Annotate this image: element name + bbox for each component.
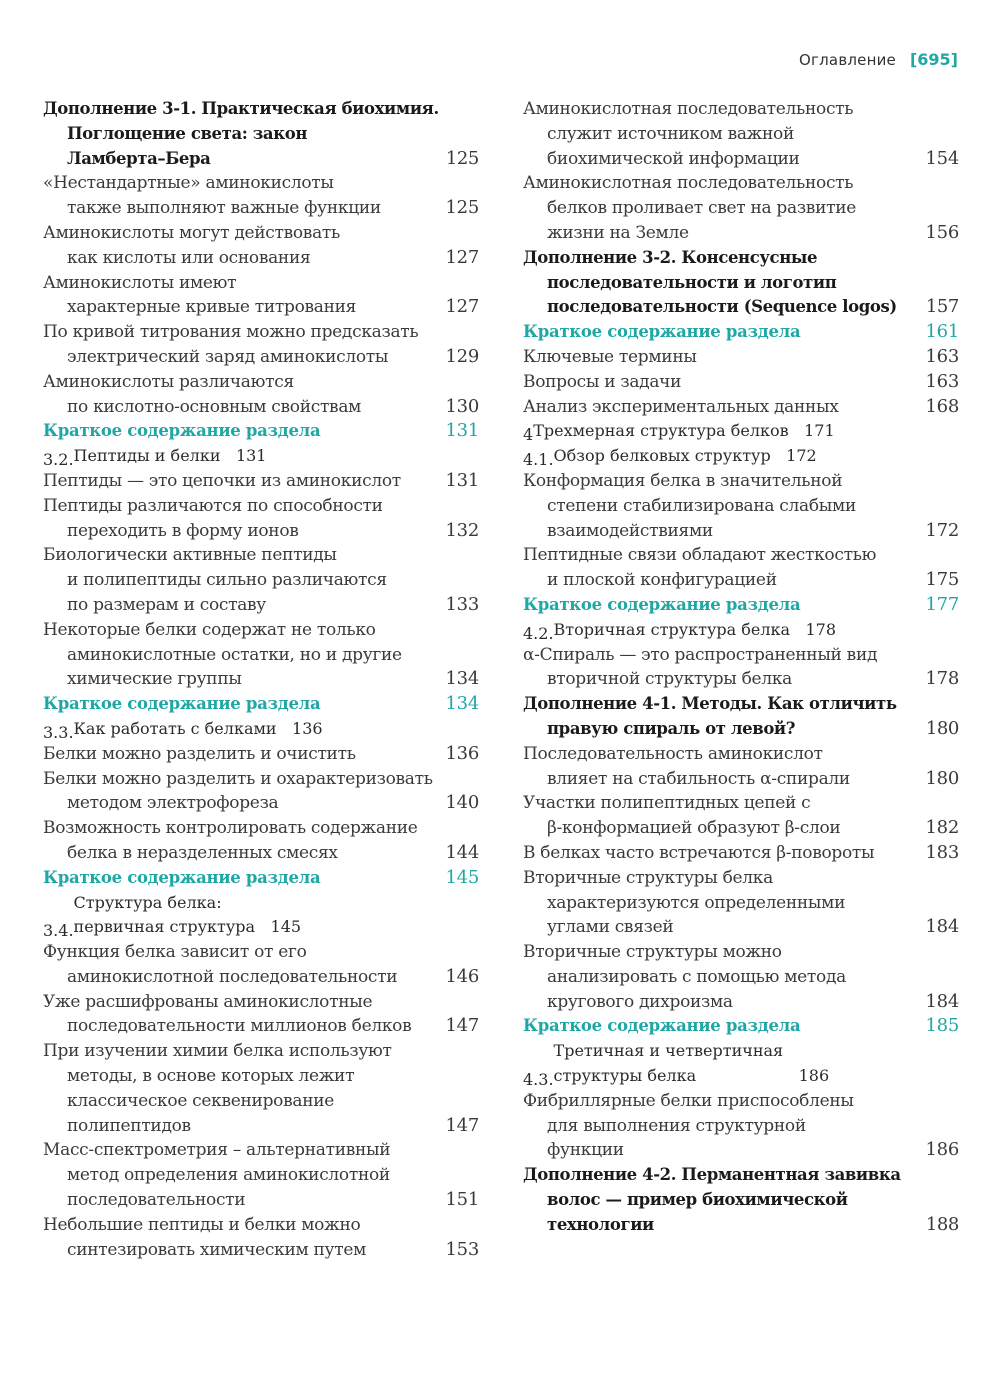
entry-line: По кривой титрования можно предсказать [43, 322, 419, 343]
section-title [554, 618, 791, 643]
page-ref: 184 [925, 990, 959, 1012]
entry-title [43, 742, 433, 767]
section-number: 4.2. [523, 623, 554, 643]
toc-entry [523, 643, 959, 693]
entry-line: биохимической информации [547, 148, 800, 169]
toc-entry [43, 370, 479, 420]
entry-title [43, 990, 433, 1040]
entry-line: Уже расшифрованы аминокислотные [43, 991, 373, 1012]
entry-line: Фибриллярные белки приспособлены [523, 1090, 854, 1111]
box-entry [523, 246, 959, 320]
entry-title [523, 1163, 913, 1237]
entry-line: также выполняют важные функции [67, 198, 381, 219]
entry-line: Пептидные связи обладают жесткостью [523, 545, 877, 566]
entry-title [43, 494, 433, 544]
entry-line: В белках часто встречаются β-повороты [523, 842, 875, 863]
entry-title [43, 1039, 433, 1138]
entry-title [43, 866, 433, 891]
page-ref: 180 [925, 717, 959, 739]
entry-line: белков проливает свет на развитие [547, 198, 856, 219]
entry-line: Анализ экспериментальных данных [523, 396, 839, 417]
entry-line: Вторичные структуры белка [523, 867, 773, 888]
entry-title [523, 320, 913, 345]
entry-line: Аминокислотная последовательность [523, 173, 854, 194]
entry-title [43, 171, 433, 221]
entry-title [523, 866, 913, 940]
toc-entry [43, 320, 479, 370]
entry-line: электрический заряд аминокислоты [67, 346, 389, 367]
entry-line: Аминокислоты различаются [43, 371, 294, 392]
page-ref: 131 [445, 469, 479, 491]
entry-line: последовательности (Sequence logos) [547, 297, 897, 317]
toc-entry [43, 990, 479, 1040]
entry-line: Краткое содержание раздела [43, 421, 321, 441]
box-entry [523, 692, 959, 742]
entry-line: аминокислотные остатки, но и другие [67, 644, 402, 665]
entry-title [523, 593, 913, 618]
entry-line: Краткое содержание раздела [523, 322, 801, 342]
entry-title [523, 370, 913, 395]
page-ref: 153 [445, 1238, 479, 1260]
toc-entry [523, 742, 959, 792]
toc-entry [43, 221, 479, 271]
toc-entry [523, 791, 959, 841]
box-entry [43, 97, 479, 171]
toc-entry [523, 841, 959, 866]
entry-line: Аминокислотная последовательность [523, 99, 854, 119]
page-ref: 127 [445, 246, 479, 268]
page-ref: 145 [270, 917, 302, 937]
entry-line: методом электрофореза [67, 793, 279, 814]
toc-entry [43, 816, 479, 866]
page-ref: 131 [445, 420, 479, 442]
page-ref: 185 [925, 1015, 959, 1037]
toc-entry [523, 171, 959, 245]
chapter-number: 4 [523, 425, 534, 445]
header-title: Оглавление [799, 50, 896, 69]
entry-line: Краткое содержание раздела [43, 867, 321, 887]
entry-line: Аминокислоты могут действовать [43, 222, 340, 243]
toc-entry [43, 767, 479, 817]
entry-line: классическое секвенирование [67, 1090, 335, 1111]
entry-line: служит источником важной [547, 123, 795, 144]
summary-entry [43, 866, 479, 891]
entry-line: правую спираль от левой? [547, 718, 796, 738]
page-ref: 136 [292, 718, 323, 738]
entry-line: кругового дихроизма [547, 991, 733, 1012]
entry-line: Дополнение 4-1. Методы. Как отличить [523, 694, 897, 714]
entry-title [43, 271, 433, 321]
entry-title [43, 320, 433, 370]
section-title [554, 444, 771, 469]
entry-line: Ламберта–Бера [67, 148, 211, 168]
page-ref: 180 [925, 767, 959, 789]
entry-title [523, 469, 913, 543]
entry-title [523, 246, 913, 320]
title-line: первичная структура [73, 917, 256, 937]
entry-title [523, 543, 913, 593]
entry-line: Поглощение света: закон [67, 123, 308, 143]
summary-entry [523, 593, 959, 618]
toc-entry [43, 1138, 479, 1212]
title-line: Вторичная структура белка [553, 619, 791, 639]
page-ref: 146 [445, 965, 479, 987]
section-heading [523, 1039, 959, 1089]
section-number: 3.4. [43, 921, 74, 941]
entry-line: по размерам и составу [67, 594, 267, 615]
entry-title [523, 643, 913, 693]
section-number: 4.1. [523, 449, 554, 469]
entry-line: и полипептиды сильно различаются [67, 570, 387, 591]
page-ref: 178 [925, 668, 959, 690]
page-ref: 182 [925, 817, 959, 839]
toc-entry [523, 97, 959, 171]
title-line: Структура белка: [73, 892, 222, 912]
section-title [74, 444, 221, 469]
entry-line: Вторичные структуры можно [523, 942, 782, 963]
entry-line: Белки можно разделить и охарактеризовать [43, 768, 433, 789]
title-line: Трехмерная структура белков [533, 421, 789, 441]
page-ref: 168 [925, 395, 959, 417]
title-line: Пептиды и белки [73, 446, 221, 466]
entry-title [43, 370, 433, 420]
entry-title [43, 692, 433, 717]
entry-line: химические группы [67, 669, 242, 690]
toc-entry [43, 469, 479, 494]
page-ref: 184 [925, 916, 959, 938]
entry-line: Некоторые белки содержат не только [43, 619, 376, 640]
page-ref: 131 [235, 446, 267, 466]
entry-line: Аминокислоты имеют [43, 272, 237, 293]
entry-line: При изучении химии белка используют [43, 1041, 392, 1062]
page-ref: 134 [445, 668, 479, 690]
page-ref: 171 [804, 421, 835, 441]
entry-line: Ключевые термины [523, 346, 697, 367]
toc-entry [523, 1089, 959, 1163]
entry-title [43, 767, 433, 817]
toc-entry [43, 271, 479, 321]
section-number: 3.3. [43, 722, 74, 742]
entry-title [43, 1138, 433, 1212]
entry-title [523, 1014, 913, 1039]
entry-line: для выполнения структурной [547, 1115, 806, 1136]
entry-line: Биологически активные пептиды [43, 545, 337, 566]
entry-line: Пептиды различаются по способности [43, 495, 383, 516]
toc-entry [43, 543, 479, 617]
page-ref: 134 [445, 693, 479, 715]
section-number: 4.3. [523, 1069, 554, 1089]
entry-line: Масс-спектрометрия – альтернативный [43, 1140, 391, 1161]
toc-left-column [43, 97, 479, 1262]
entry-line: вторичной структуры белка [547, 669, 792, 690]
entry-line: полипептидов [67, 1115, 191, 1136]
entry-line: белка в неразделенных смесях [67, 842, 338, 863]
page-ref: 151 [445, 1189, 479, 1211]
entry-line: аминокислотной последовательности [67, 966, 398, 987]
entry-line: переходить в форму ионов [67, 520, 299, 541]
title-line: Как работать с белками [73, 718, 277, 738]
section-title [74, 891, 256, 941]
page-ref: 133 [445, 593, 479, 615]
page-ref: 175 [925, 569, 959, 591]
entry-title [43, 469, 433, 494]
entry-line: «Нестандартные» аминокислоты [43, 173, 334, 194]
section-number: 3.2. [43, 449, 74, 469]
entry-line: последовательности [67, 1190, 246, 1211]
entry-line: Последовательность аминокислот [523, 743, 823, 764]
page-ref: 163 [925, 370, 959, 392]
entry-title [523, 841, 913, 866]
entry-title [523, 395, 913, 420]
entry-line: и плоской конфигурацией [547, 570, 777, 591]
page-ref: 144 [445, 841, 479, 863]
toc-entry [43, 171, 479, 221]
entry-line: характерные кривые титрования [67, 297, 357, 318]
entry-line: влияет на стабильность α-спирали [547, 768, 850, 789]
title-line: структуры белка [553, 1066, 697, 1086]
page-ref: 172 [925, 519, 959, 541]
entry-line: взаимодействиями [547, 520, 713, 541]
toc-entry [43, 1039, 479, 1138]
entry-title [43, 97, 439, 171]
page-number: [695] [909, 50, 958, 69]
entry-line: Краткое содержание раздела [523, 594, 801, 614]
page-ref: 145 [445, 866, 479, 888]
page-ref: 186 [798, 1066, 830, 1086]
entry-line: Небольшие пептиды и белки можно [43, 1214, 361, 1235]
entry-line: β-конформацией образуют β-слои [547, 818, 841, 839]
page-ref: 132 [445, 519, 479, 541]
section-heading [523, 618, 959, 643]
page-ref: 156 [925, 221, 959, 243]
page-ref: 147 [445, 1015, 479, 1037]
page-ref: 125 [445, 147, 479, 169]
toc-entry [523, 345, 959, 370]
toc-entry [523, 370, 959, 395]
page-ref: 188 [925, 1213, 959, 1235]
toc-entry [43, 494, 479, 544]
page-ref: 157 [925, 296, 959, 318]
entry-title [43, 543, 433, 617]
entry-line: характеризуются определенными [547, 892, 846, 913]
page-ref: 183 [925, 841, 959, 863]
toc-entry [43, 940, 479, 990]
entry-line: последовательности миллионов белков [67, 1016, 412, 1037]
toc-entry [523, 866, 959, 940]
entry-title [523, 692, 913, 742]
entry-line: технологии [547, 1214, 654, 1234]
toc-entry [43, 1213, 479, 1263]
toc-entry [43, 618, 479, 692]
entry-line: Дополнение 3-1. Практическая биохимия. [43, 99, 439, 118]
entry-line: Конформация белка в значительной [523, 470, 843, 491]
summary-entry [43, 419, 479, 444]
toc-entry [523, 395, 959, 420]
entry-line: Дополнение 4-2. Перманентная завивка [523, 1165, 901, 1185]
page-ref: 161 [925, 321, 959, 343]
toc-entry [523, 940, 959, 1014]
page-ref: 178 [805, 619, 837, 639]
entry-line: α-Спираль — это распространенный вид [523, 644, 878, 665]
page-ref: 127 [445, 296, 479, 318]
entry-title [43, 419, 433, 444]
section-heading [43, 891, 479, 941]
entry-title [523, 791, 913, 841]
entry-line: Дополнение 3-2. Консенсусные [523, 247, 818, 267]
chapter-title [533, 419, 788, 444]
entry-title [523, 345, 913, 370]
page-ref: 125 [445, 197, 479, 219]
page-ref: 172 [786, 446, 817, 466]
title-line: Обзор белковых структур [553, 446, 771, 466]
entry-line: Краткое содержание раздела [523, 1016, 801, 1036]
entry-title [43, 221, 433, 271]
entry-line: как кислоты или основания [67, 247, 311, 268]
section-title [554, 1039, 784, 1089]
entry-title [43, 816, 433, 866]
entry-line: жизни на Земле [547, 222, 689, 243]
toc-entry [523, 469, 959, 543]
section-heading [523, 444, 959, 469]
section-title [74, 717, 277, 742]
entry-line: углами связей [547, 917, 674, 938]
running-header [799, 50, 958, 69]
entry-line: последовательности и логотип [547, 272, 837, 292]
chapter-heading [523, 419, 959, 444]
page-ref: 154 [925, 147, 959, 169]
entry-line: по кислотно-основным свойствам [67, 396, 362, 417]
entry-line: Функция белка зависит от его [43, 942, 307, 963]
page-ref: 186 [925, 1139, 959, 1161]
entry-title [523, 97, 913, 171]
entry-title [43, 1213, 433, 1263]
toc-entry [43, 742, 479, 767]
page-ref: 130 [445, 395, 479, 417]
summary-entry [43, 692, 479, 717]
entry-title [523, 1089, 913, 1163]
entry-title [43, 940, 433, 990]
box-entry [523, 1163, 959, 1237]
entry-line: функции [547, 1140, 624, 1161]
entry-line: синтезировать химическим путем [67, 1239, 367, 1260]
entry-title [523, 940, 913, 1014]
entry-line: метод определения аминокислотной [67, 1165, 390, 1186]
summary-entry [523, 320, 959, 345]
page-ref: 147 [445, 1114, 479, 1136]
entry-line: Белки можно разделить и очистить [43, 743, 356, 764]
entry-line: анализировать с помощью метода [547, 966, 846, 987]
title-line: Третичная и четвертичная [553, 1041, 784, 1061]
entry-line: Пептиды — это цепочки из аминокислот [43, 470, 401, 491]
entry-line: степени стабилизирована слабыми [547, 495, 856, 516]
entry-title [43, 618, 433, 692]
entry-title [523, 171, 913, 245]
entry-line: Вопросы и задачи [523, 371, 682, 392]
page-ref: 163 [925, 345, 959, 367]
page-ref: 177 [925, 593, 959, 615]
entry-line: методы, в основе которых лежит [67, 1066, 355, 1087]
toc-entry [523, 543, 959, 593]
entry-line: Возможность контролировать содержание [43, 818, 418, 839]
summary-entry [523, 1014, 959, 1039]
entry-line: Участки полипептидных цепей с [523, 793, 811, 814]
page-ref: 136 [445, 742, 479, 764]
entry-line: Краткое содержание раздела [43, 694, 321, 714]
section-heading [43, 717, 479, 742]
entry-title [523, 742, 913, 792]
page-ref: 140 [445, 792, 479, 814]
section-heading [43, 444, 479, 469]
page-ref: 129 [445, 345, 479, 367]
entry-line: волос — пример биохимической [547, 1190, 848, 1210]
toc-right-column [523, 97, 959, 1238]
